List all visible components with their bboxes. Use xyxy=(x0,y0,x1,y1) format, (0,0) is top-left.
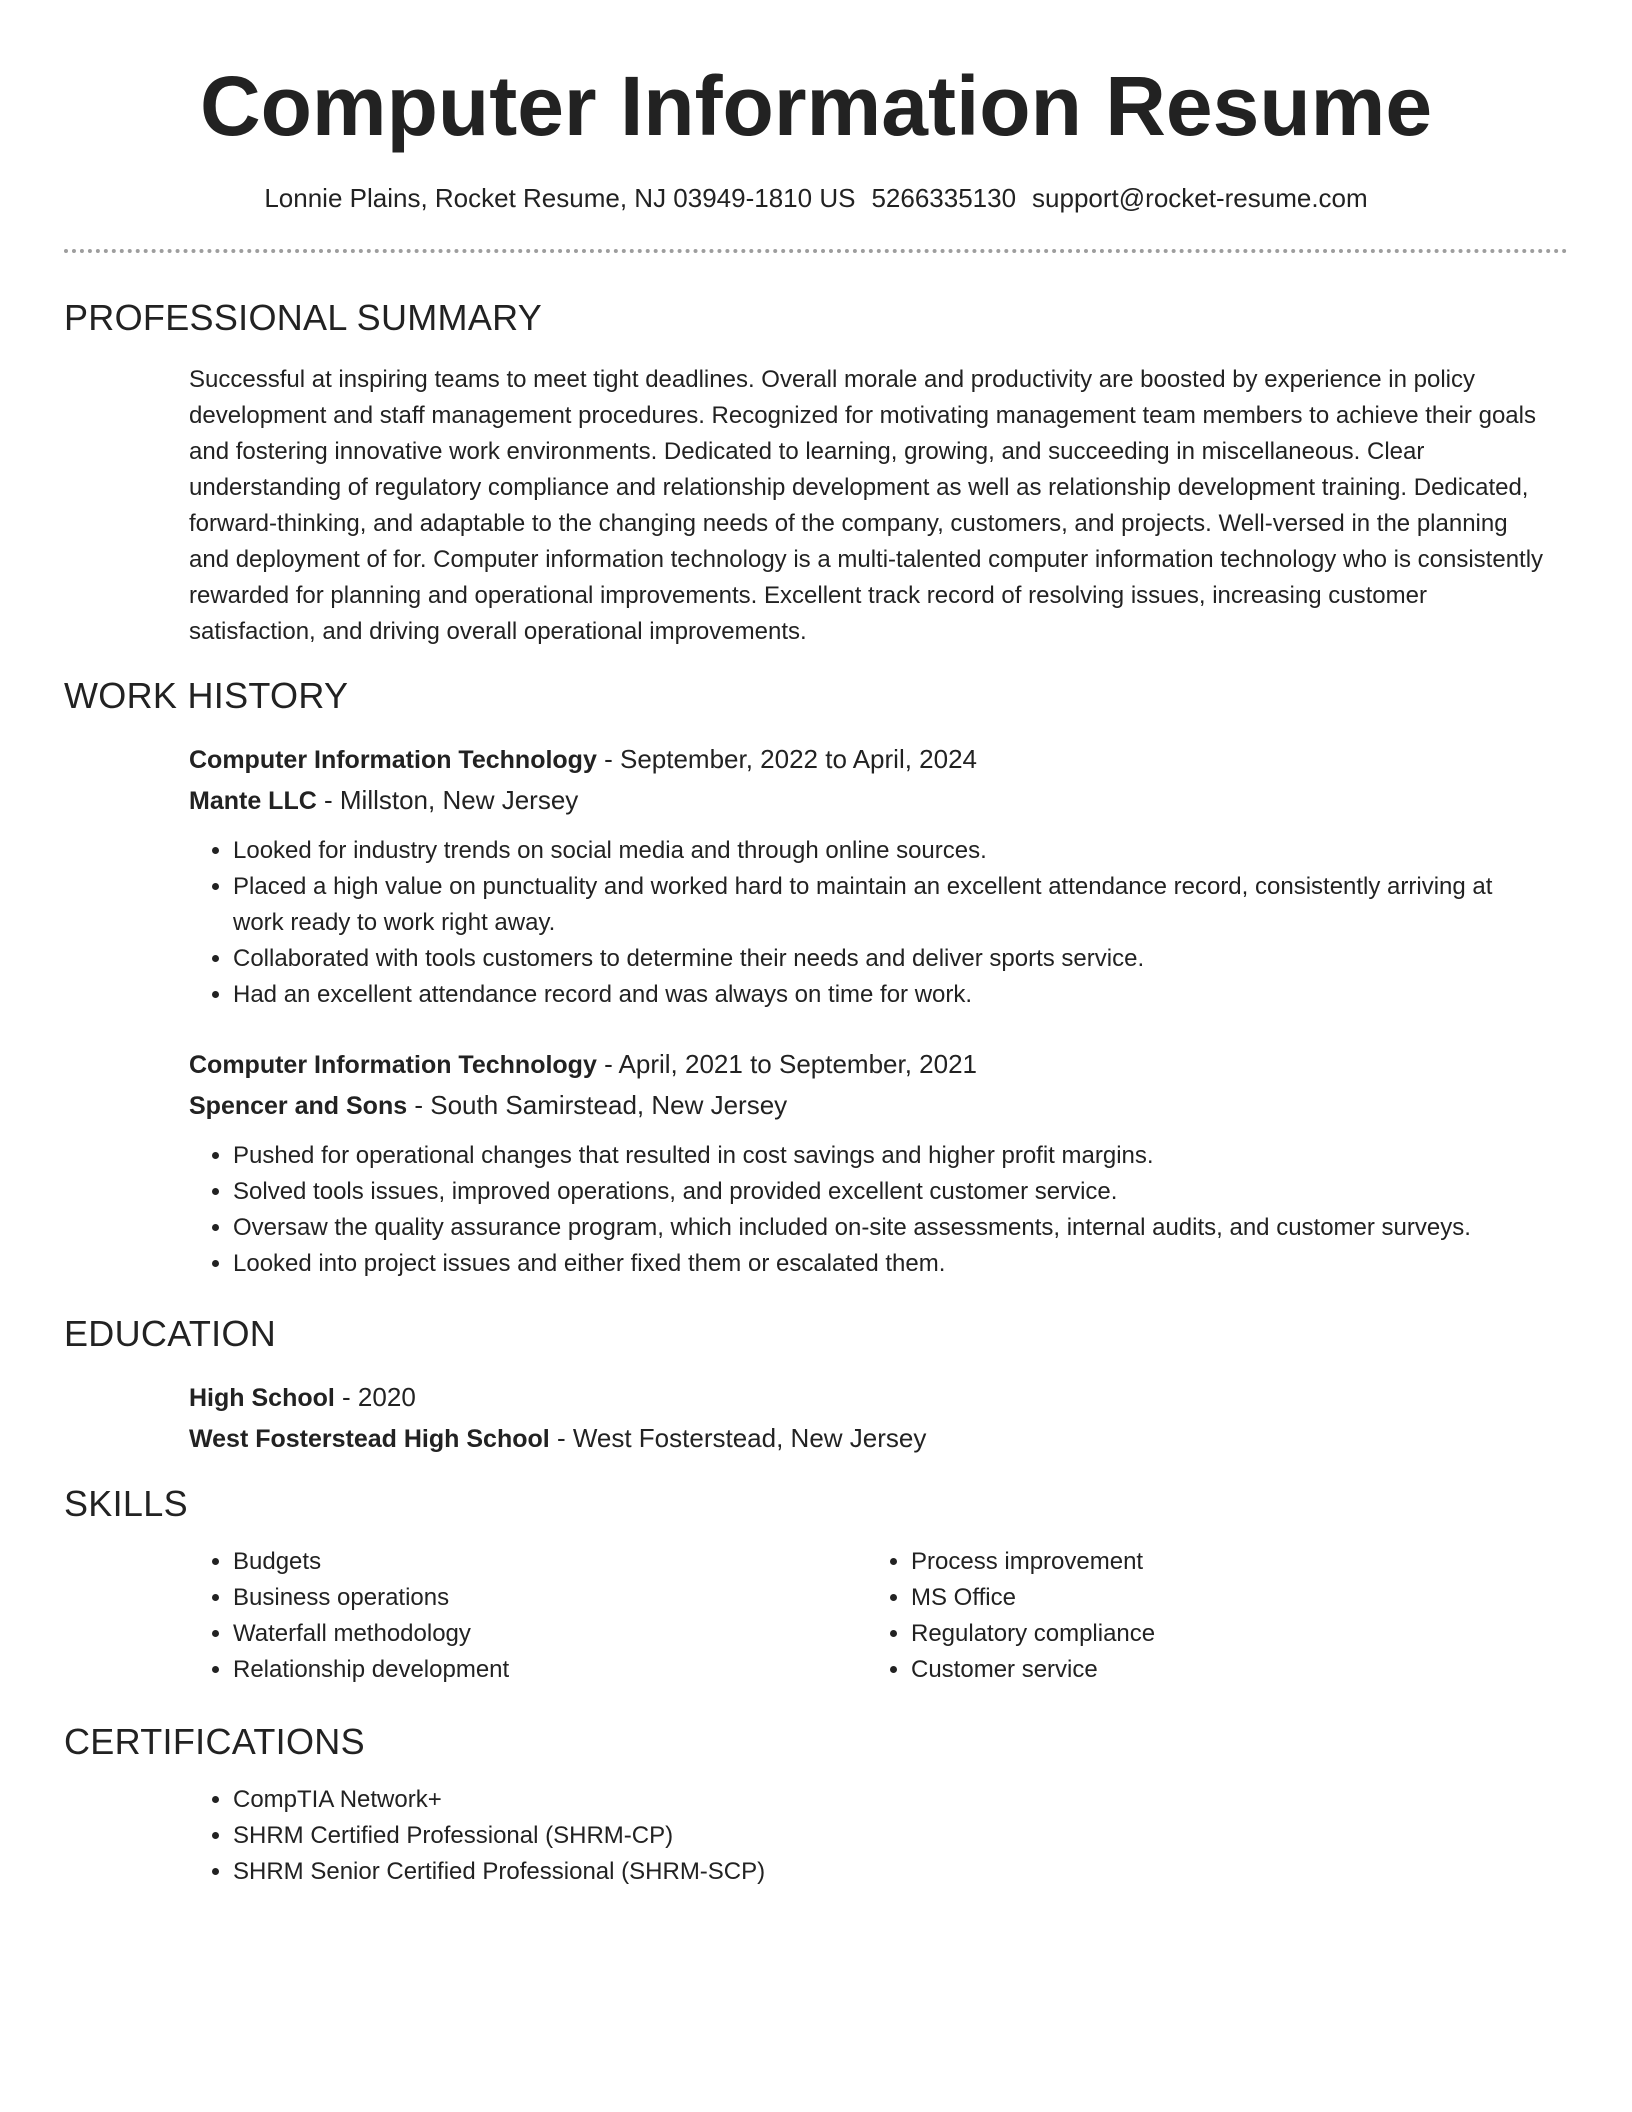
summary-heading: PROFESSIONAL SUMMARY xyxy=(64,297,543,338)
certification-item: • SHRM Certified Professional (SHRM-CP) xyxy=(233,1818,1549,1854)
skill-item: • Process improvement xyxy=(911,1544,1545,1580)
education-heading: EDUCATION xyxy=(64,1313,277,1354)
job-title: Computer Information Technology xyxy=(189,1051,597,1079)
summary-block xyxy=(189,362,1549,650)
job-company-line xyxy=(189,1085,1549,1126)
job-bullet: • Pushed for operational changes that resulted in cost savings and higher profit margins. xyxy=(233,1138,1549,1174)
skills-bullets xyxy=(867,1544,1545,1688)
job-location: - Millston, New Jersey xyxy=(316,785,579,815)
education-entry xyxy=(189,1377,1549,1459)
skill-item: • Business operations xyxy=(233,1580,867,1616)
job-location: - South Samirstead, New Jersey xyxy=(407,1090,788,1120)
work-history-heading: WORK HISTORY xyxy=(64,675,349,716)
certifications-list xyxy=(189,1782,1549,1890)
education-location: - West Fosterstead, New Jersey xyxy=(549,1423,927,1453)
education-school-line xyxy=(189,1418,1549,1459)
certification-item: • SHRM Senior Certified Professional (SHRM-SCP) xyxy=(233,1854,1549,1890)
job-bullets xyxy=(189,1138,1549,1282)
skills-heading: SKILLS xyxy=(64,1483,188,1524)
skills-column-left xyxy=(189,1544,867,1688)
certification-item: • CompTIA Network+ xyxy=(233,1782,1549,1818)
skill-item: • Relationship development xyxy=(233,1652,867,1688)
contact-line xyxy=(0,180,1632,216)
contact-address: Lonnie Plains, Rocket Resume, NJ 03949-1810 US xyxy=(264,183,856,213)
resume-title: Computer Information Resume xyxy=(199,59,1433,153)
education-year: - 2020 xyxy=(334,1382,416,1412)
job-bullet: • Had an excellent attendance record and was always on time for work. xyxy=(233,977,1549,1013)
skill-item: • Waterfall methodology xyxy=(233,1616,867,1652)
skills-bullets xyxy=(189,1544,867,1688)
job-bullet: • Placed a high value on punctuality and worked hard to maintain an excellent attendance record, consistently arriving at work ready to work right away. xyxy=(233,869,1549,941)
education-degree-line xyxy=(189,1377,1549,1418)
skill-item: • MS Office xyxy=(911,1580,1545,1616)
certification-bullets xyxy=(189,1782,1549,1890)
education-degree: High School xyxy=(189,1384,335,1412)
job-title: Computer Information Technology xyxy=(189,746,597,774)
job-entry xyxy=(189,1044,1549,1282)
certifications-heading: CERTIFICATIONS xyxy=(64,1721,365,1762)
education-school: West Fosterstead High School xyxy=(189,1425,550,1453)
job-dates: - April, 2021 to September, 2021 xyxy=(596,1049,978,1079)
job-bullet: • Looked for industry trends on social media and through online sources. xyxy=(233,833,1549,869)
job-dates: - September, 2022 to April, 2024 xyxy=(596,744,978,774)
skill-item: • Customer service xyxy=(911,1652,1545,1688)
job-company-line xyxy=(189,780,1549,821)
summary-text: Successful at inspiring teams to meet tight deadlines. Overall morale and productivity are boosted by experience in policy development and staff management procedures. Recognized for motivating management team members to achieve their goals and fostering innovative work environments. Dedicated to learning, growing, and succeeding in miscellaneous. Clear understanding of regulatory compliance and relationship development as well as relationship development training. Dedicated, forward-thinking, and adaptable to the changing needs of the company, customers, and projects. Well-versed in the planning and deployment of for. Computer information technology is a multi-talented computer information technology who is consistently rewarded for planning and operational improvements. Excellent track record of resolving issues, increasing customer satisfaction, and driving overall operational improvements. xyxy=(189,366,1544,645)
job-bullet: • Oversaw the quality assurance program, which included on-site assessments, internal audits, and customer surveys. xyxy=(233,1210,1549,1246)
job-entry xyxy=(189,739,1549,1013)
job-bullet: • Looked into project issues and either fixed them or escalated them. xyxy=(233,1246,1549,1282)
skill-item: • Budgets xyxy=(233,1544,867,1580)
skills-list xyxy=(189,1544,1549,1688)
job-title-line xyxy=(189,739,1549,780)
contact-email: support@rocket-resume.com xyxy=(1032,183,1368,213)
skill-item: • Regulatory compliance xyxy=(911,1616,1545,1652)
job-bullet: • Solved tools issues, improved operations, and provided excellent customer service. xyxy=(233,1174,1549,1210)
job-bullet: • Collaborated with tools customers to determine their needs and deliver sports service. xyxy=(233,941,1549,977)
header-divider xyxy=(64,249,1568,253)
job-bullets xyxy=(189,833,1549,1013)
job-company: Spencer and Sons xyxy=(189,1092,408,1120)
job-title-line xyxy=(189,1044,1549,1085)
skills-column-right xyxy=(867,1544,1545,1688)
contact-phone: 5266335130 xyxy=(871,183,1017,213)
job-company: Mante LLC xyxy=(189,787,317,815)
